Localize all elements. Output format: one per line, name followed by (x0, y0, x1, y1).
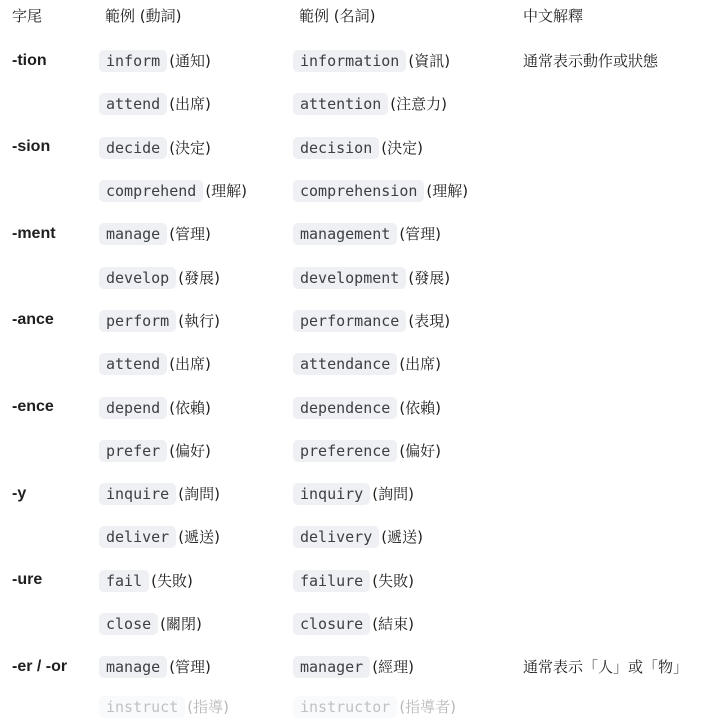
verb-word: instruct (99, 696, 185, 718)
suffix-cell: -ance (12, 311, 54, 329)
noun-translation: (指導者) (399, 697, 457, 716)
verb-translation: (偏好) (169, 441, 211, 460)
table-row (0, 602, 726, 645)
noun-translation: (表現) (408, 311, 451, 330)
table-row (0, 472, 726, 515)
meaning-cell (512, 472, 726, 515)
verb-cell (94, 515, 288, 558)
noun-word: decision (293, 137, 379, 159)
verb-cell (94, 169, 288, 212)
table-row (0, 515, 726, 558)
noun-word: inquiry (293, 483, 370, 505)
noun-word: comprehension (293, 180, 424, 202)
noun-translation: (理解) (426, 182, 469, 201)
verb-cell (94, 602, 288, 645)
header-verb-example: 範例 (動詞) (105, 7, 182, 25)
noun-cell (288, 299, 512, 342)
table-row (0, 342, 726, 385)
noun-word: attendance (293, 353, 397, 375)
noun-word: management (293, 223, 397, 245)
noun-cell (288, 515, 512, 558)
table-row (0, 688, 726, 724)
meaning-cell (512, 82, 726, 125)
meaning-cell (512, 169, 726, 212)
suffix-cell: -tion (12, 51, 47, 69)
suffix-cell (0, 602, 94, 645)
noun-cell (288, 559, 512, 602)
verb-word: attend (99, 93, 167, 115)
noun-cell (288, 602, 512, 645)
verb-translation: (出席) (169, 355, 211, 374)
verb-translation: (執行) (178, 311, 220, 330)
noun-cell (288, 342, 512, 385)
verb-word: fail (99, 570, 149, 592)
noun-cell (288, 169, 512, 212)
noun-word: performance (293, 310, 406, 332)
noun-translation: (依賴) (399, 398, 442, 417)
verb-translation: (失敗) (151, 571, 193, 590)
verb-cell (94, 645, 288, 688)
verb-word: inform (99, 50, 167, 72)
verb-cell (94, 472, 288, 515)
verb-word: deliver (99, 526, 176, 548)
noun-cell (288, 212, 512, 255)
table-row (0, 39, 726, 82)
meaning-cell (512, 688, 726, 724)
verb-cell (94, 39, 288, 82)
verb-translation: (管理) (169, 658, 211, 677)
table-row (0, 429, 726, 472)
verb-translation: (指導) (187, 697, 229, 716)
table-row (0, 212, 726, 255)
meaning-cell (512, 385, 726, 428)
verb-word: depend (99, 397, 167, 419)
suffix-cell (0, 169, 94, 212)
noun-cell (288, 39, 512, 82)
verb-word: perform (99, 310, 176, 332)
meaning-cell (512, 342, 726, 385)
noun-cell (288, 429, 512, 472)
noun-word: failure (293, 570, 370, 592)
verb-translation: (管理) (169, 225, 211, 244)
suffix-cell: -ment (12, 224, 56, 242)
suffix-cell (0, 255, 94, 298)
suffix-cell: -y (12, 484, 27, 502)
noun-translation: (詢問) (372, 485, 414, 504)
verb-translation: (理解) (205, 182, 248, 201)
meaning-cell (512, 212, 726, 255)
suffix-cell (0, 342, 94, 385)
verb-cell (94, 212, 288, 255)
noun-translation: (經理) (372, 658, 414, 677)
verb-translation: (遞送) (178, 528, 220, 547)
noun-cell (288, 255, 512, 298)
noun-cell (288, 472, 512, 515)
suffix-cell: -ure (12, 571, 43, 589)
verb-cell (94, 429, 288, 472)
suffix-cell (0, 82, 94, 125)
suffix-cell (0, 688, 94, 724)
verb-cell (94, 559, 288, 602)
table-row (0, 559, 726, 602)
verb-word: close (99, 613, 158, 635)
verb-word: manage (99, 656, 167, 678)
noun-translation: (注意力) (390, 95, 447, 114)
header-suffix: 字尾 (12, 7, 43, 25)
verb-word: comprehend (99, 180, 203, 202)
noun-translation: (管理) (399, 225, 442, 244)
noun-cell (288, 688, 512, 724)
verb-word: develop (99, 267, 176, 289)
noun-cell (288, 82, 512, 125)
meaning-cell: 通常表示「人」或「物」 (523, 658, 689, 677)
noun-word: information (293, 50, 406, 72)
meaning-cell (512, 429, 726, 472)
noun-word: dependence (293, 397, 397, 419)
verb-cell (94, 299, 288, 342)
table-row (0, 299, 726, 342)
noun-word: attention (293, 93, 388, 115)
noun-translation: (資訊) (408, 52, 451, 71)
verb-cell (94, 342, 288, 385)
noun-translation: (發展) (408, 268, 451, 287)
noun-cell (288, 385, 512, 428)
meaning-cell: 通常表示動作或狀態 (523, 52, 659, 71)
noun-word: delivery (293, 526, 379, 548)
noun-word: instructor (293, 696, 397, 718)
meaning-cell (512, 559, 726, 602)
verb-cell (94, 255, 288, 298)
noun-cell (288, 126, 512, 169)
verb-word: decide (99, 137, 167, 159)
verb-translation: (出席) (169, 95, 211, 114)
meaning-cell (512, 602, 726, 645)
noun-cell (288, 645, 512, 688)
verb-cell (94, 82, 288, 125)
verb-cell (94, 688, 288, 724)
meaning-cell (512, 126, 726, 169)
noun-translation: (遞送) (381, 528, 423, 547)
meaning-cell (512, 299, 726, 342)
verb-translation: (關閉) (160, 615, 202, 633)
header-row (0, 0, 726, 39)
header-noun-example: 範例 (名詞) (299, 7, 376, 25)
suffix-cell: -sion (12, 138, 51, 156)
noun-translation: (偏好) (399, 441, 442, 460)
verb-translation: (依賴) (169, 398, 211, 417)
verb-translation: (發展) (178, 268, 220, 287)
suffix-cell: -ence (12, 398, 54, 416)
suffix-cell (0, 429, 94, 472)
verb-word: manage (99, 223, 167, 245)
verb-word: inquire (99, 483, 176, 505)
verb-translation: (決定) (169, 138, 211, 157)
noun-word: preference (293, 440, 397, 462)
table-body (0, 39, 726, 724)
noun-translation: (決定) (381, 138, 423, 157)
table-row (0, 385, 726, 428)
table-row (0, 126, 726, 169)
verb-translation: (詢問) (178, 485, 220, 504)
table-row (0, 169, 726, 212)
table-row (0, 255, 726, 298)
verb-cell (94, 385, 288, 428)
suffix-cell: -er / -or (12, 657, 68, 675)
verb-cell (94, 126, 288, 169)
suffix-cell (0, 515, 94, 558)
noun-word: manager (293, 656, 370, 678)
noun-word: development (293, 267, 406, 289)
verb-translation: (通知) (169, 52, 211, 71)
noun-word: closure (293, 613, 370, 635)
meaning-cell (512, 515, 726, 558)
verb-word: attend (99, 353, 167, 375)
meaning-cell (512, 255, 726, 298)
table-row (0, 82, 726, 125)
noun-translation: (失敗) (372, 571, 414, 590)
verb-word: prefer (99, 440, 167, 462)
noun-translation: (出席) (399, 355, 442, 374)
header-meaning: 中文解釋 (523, 7, 584, 25)
table-row (0, 645, 726, 688)
noun-translation: (結束) (372, 615, 414, 633)
